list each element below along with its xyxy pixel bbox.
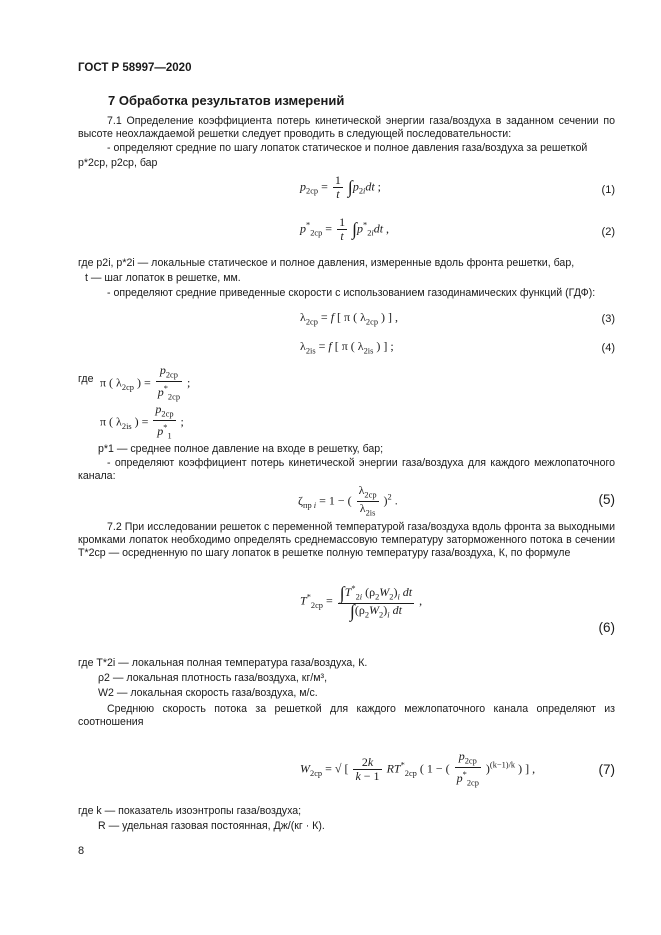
equation-3: $\lambda_{2ср} = f$ [ π ( $\lambda_{2ср}$ ) ] ,: [300, 310, 399, 327]
where-local-density: ρ2 — локальная плотность газа/воздуха, кг/м³,: [98, 672, 328, 684]
where-label: где: [78, 373, 94, 385]
where-gas-constant: R — удельная газовая постоянная, Дж/(кг · К).: [98, 820, 325, 832]
paragraph-7-2: 7.2 При исследовании решеток с переменной температурой газа/воздуха вдоль фронта за выходными кромками лопаток необходимо определять среднемассовую температуру заторможенного потока в сечении T*2ср — осредненную по шагу лопаток в решетке полную температуру газа/воздуха, К, по формуле: [78, 521, 615, 560]
bullet-average-pressures: - определяют средние по шагу лопаток статическое и полное давления газа/воздуха за решеткой: [107, 142, 588, 154]
equation-2: $p^*_{2ср}$ = $\frac{1}{t}$ $\int p^*_{2i}dt$ ,: [300, 215, 390, 243]
equation-pi-2is: π ( $\lambda_{2is}$ ) = $\frac{p_{2ср}}{p^*_1}$ ;: [100, 402, 184, 441]
where-isentropic-exponent: где k — показатель изоэнтропы газа/воздуха;: [78, 805, 302, 817]
equation-6: $T^*_{2ср}$ = $\frac{\int T^*_{2i} (\rho_2W_2)_i dt}{\int(\rho_2W_2)_i dt}$ ,: [300, 582, 423, 622]
equation-2-number: (2): [601, 226, 615, 238]
equation-3-number: (3): [601, 313, 615, 325]
document-header: ГОСТ Р 58997—2020: [78, 62, 192, 74]
where-local-temperature: где T*2i — локальная полная температура газа/воздуха, К.: [78, 657, 368, 669]
bullet-loss-coefficient: - определяют коэффициент потерь кинетической энергии газа/воздуха для каждого межлопаточного канала:: [78, 457, 615, 483]
where-inlet-pressure: p*1 — среднее полное давление на входе в решетку, бар;: [98, 443, 384, 455]
equation-6-number: (6): [598, 620, 615, 635]
equation-7: $W_{2ср}$ = √ [ $\frac{2k}{k - 1}$ $RT^*_{2ср}$ ( 1 − ( $\frac{p_{2ср}}{p^*_{2ср}}$ )$^{(k-1)/k}$ ) ] ,: [300, 749, 536, 788]
section-title: 7 Обработка результатов измерений: [108, 93, 345, 108]
equation-1-number: (1): [601, 184, 615, 196]
bullet-average-pressures-vars: p*2ср, p2ср, бар: [78, 157, 158, 169]
equation-4-number: (4): [601, 342, 615, 354]
where-blade-pitch: t — шаг лопаток в решетке, мм.: [85, 272, 241, 284]
equation-pi-2cp: π ( $\lambda_{2ср}$ ) = $\frac{p_{2ср}}{p^*_{2ср}}$ ;: [100, 363, 191, 402]
paragraph-mean-velocity: Среднюю скорость потока за решеткой для каждого межлопаточного канала определяют из соотношения: [78, 703, 615, 729]
where-local-pressures: где p2i, p*2i — локальные статическое и полное давления, измеренные вдоль фронта решетки, бар,: [78, 257, 575, 269]
page-number: 8: [78, 845, 85, 857]
equation-4: $\lambda_{2is} = f$ [ π ( $\lambda_{2is}$ ) ] ;: [300, 339, 394, 356]
equation-5: $\zeta_{пр i} = 1$ − ( $\frac{\lambda_{2ср}}{\lambda_{2is}}$ )$^2$ .: [298, 483, 398, 518]
equation-1: $p_{2ср}$ = $\frac{1}{t}$ $\int p_{2i}dt$ ;: [300, 173, 382, 201]
equation-5-number: (5): [598, 492, 615, 507]
paragraph-7-1: 7.1 Определение коэффициента потерь кинетической энергии газа/воздуха в заданном сечении по высоте неохлаждаемой решетки следует проводить в следующей последовательности:: [78, 115, 615, 141]
equation-7-number: (7): [598, 762, 615, 777]
where-local-velocity: W2 — локальная скорость газа/воздуха, м/с.: [98, 687, 318, 699]
bullet-reduced-velocities: - определяют средние приведенные скорости с использованием газодинамических функций (ГДФ):: [107, 287, 596, 299]
